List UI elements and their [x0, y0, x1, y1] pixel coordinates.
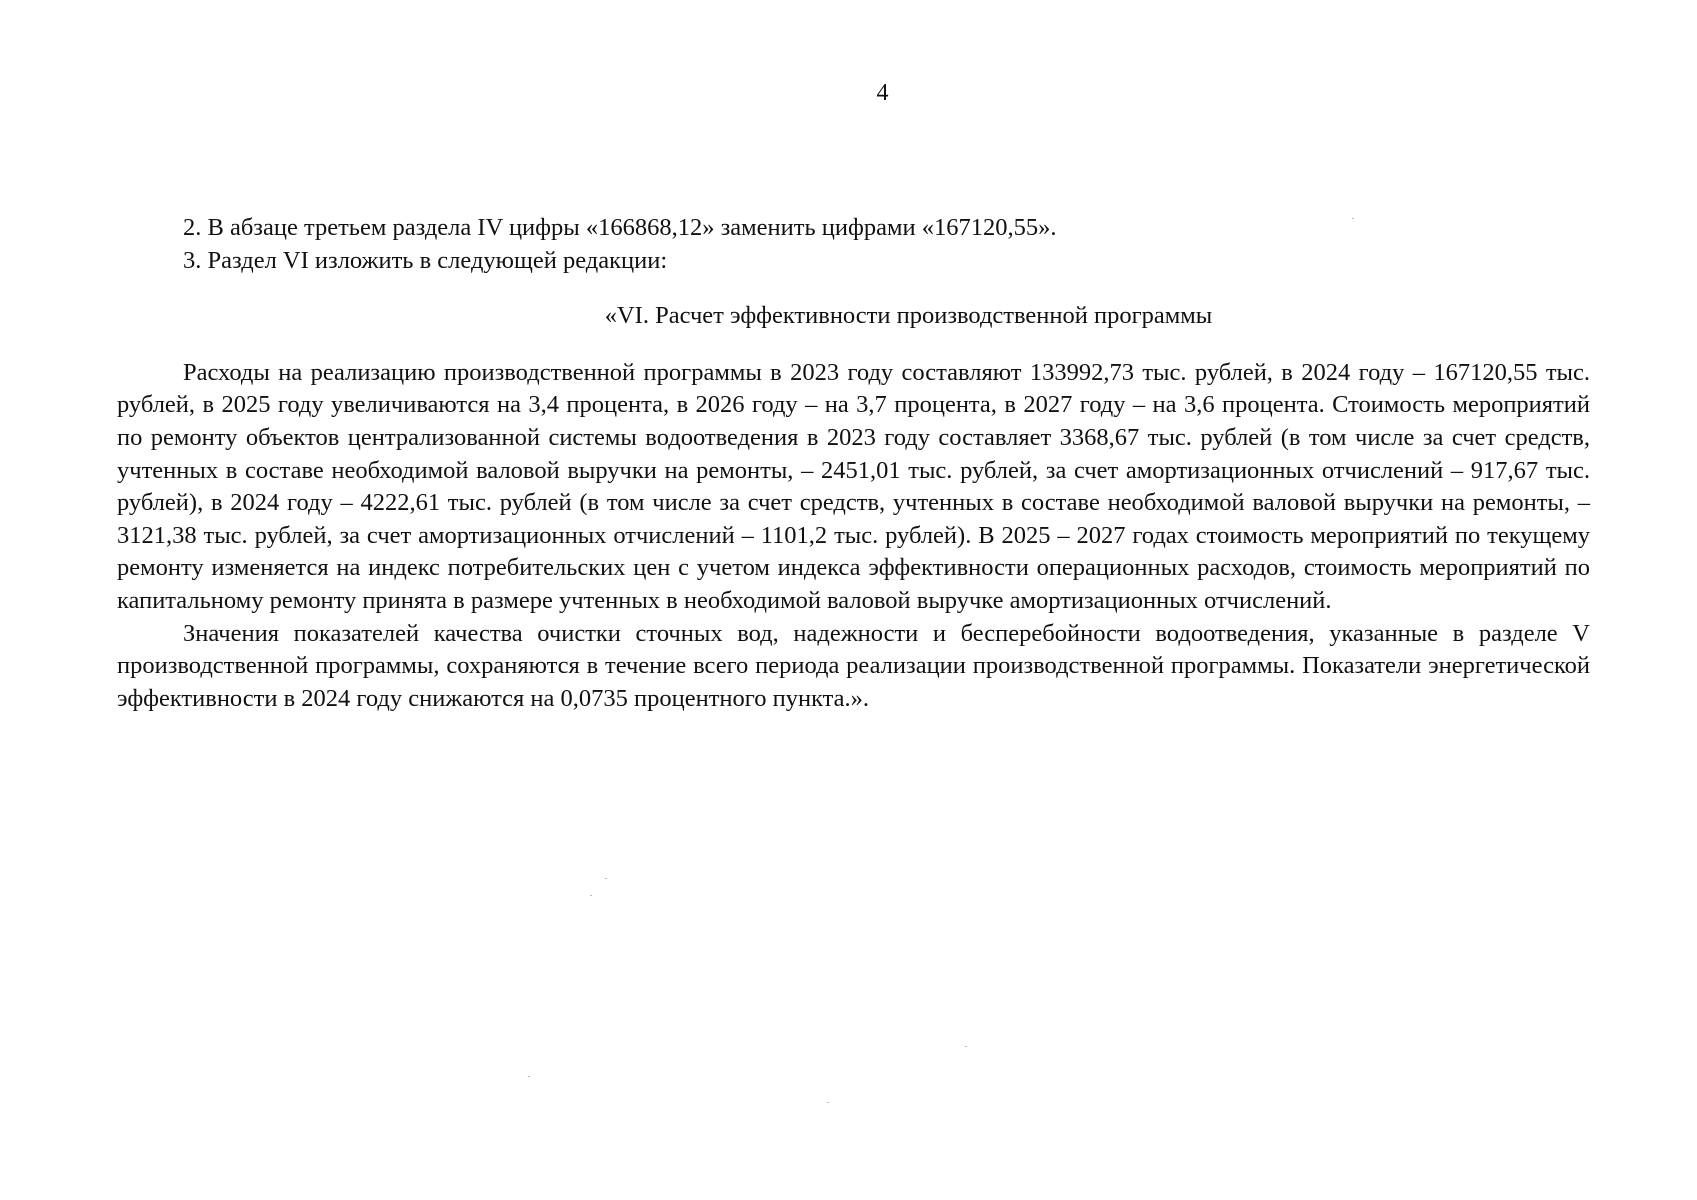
amendment-item-3: 3. Раздел VI изложить в следующей редакции: [183, 246, 668, 274]
page-number: 4 [876, 80, 889, 106]
scan-speck [965, 1046, 967, 1047]
paragraph-expenses: Расходы на реализацию производственной программы в 2023 году составляют 133992,73 тыс. рублей, в 2024 году – 167120,55 тыс. рублей, в 2025 году увеличиваются на 3,4 процента, в 2026 году – на 3,7 процента, в 2027 году – на 3,6 процента. Стоимость мероприятий по ремонту объектов централизованной системы водоотведения в 2023 году составляет 3368,67 тыс. рублей (в том числе за счет средств, учтенных в составе необходимой валовой выручки на ремонты, – 2451,01 тыс. рублей, за счет амортизационных отчислений – 917,67 тыс. рублей), в 2024 году – 4222,61 тыс. рублей (в том числе за счет средств, учтенных в составе необходимой валовой выручки на ремонты, – 3121,38 тыс. рублей, за счет амортизационных отчислений – 1101,2 тыс. рублей). В 2025 – 2027 годах стоимость мероприятий по текущему ремонту изменяется на индекс потребительских цен с учетом индекса эффективности операционных расходов, стоимость мероприятий по капитальному ремонту принята в размере учтенных в необходимой валовой выручке амортизационных отчислений. [117, 358, 1590, 614]
paragraph-indicators: Значения показателей качества очистки сточных вод, надежности и бесперебойности водоотведения, указанные в разделе V производственной программы, сохраняются в течение всего периода реализации производственной программы. Показатели энергетической эффективности в 2024 году снижаются на 0,0735 процентного пункта.». [117, 619, 1590, 712]
scan-speck [590, 895, 592, 896]
document-body [117, 212, 1590, 715]
amendment-item-2: 2. В абзаце третьем раздела IV цифры «166868,12» заменить цифрами «167120,55». [183, 214, 1057, 241]
scan-speck [827, 1102, 829, 1103]
scan-speck [1352, 218, 1354, 219]
section-heading: «VI. Расчет эффективности производственной программы [604, 302, 1213, 330]
scan-speck [528, 1076, 530, 1077]
scan-speck [605, 878, 607, 879]
